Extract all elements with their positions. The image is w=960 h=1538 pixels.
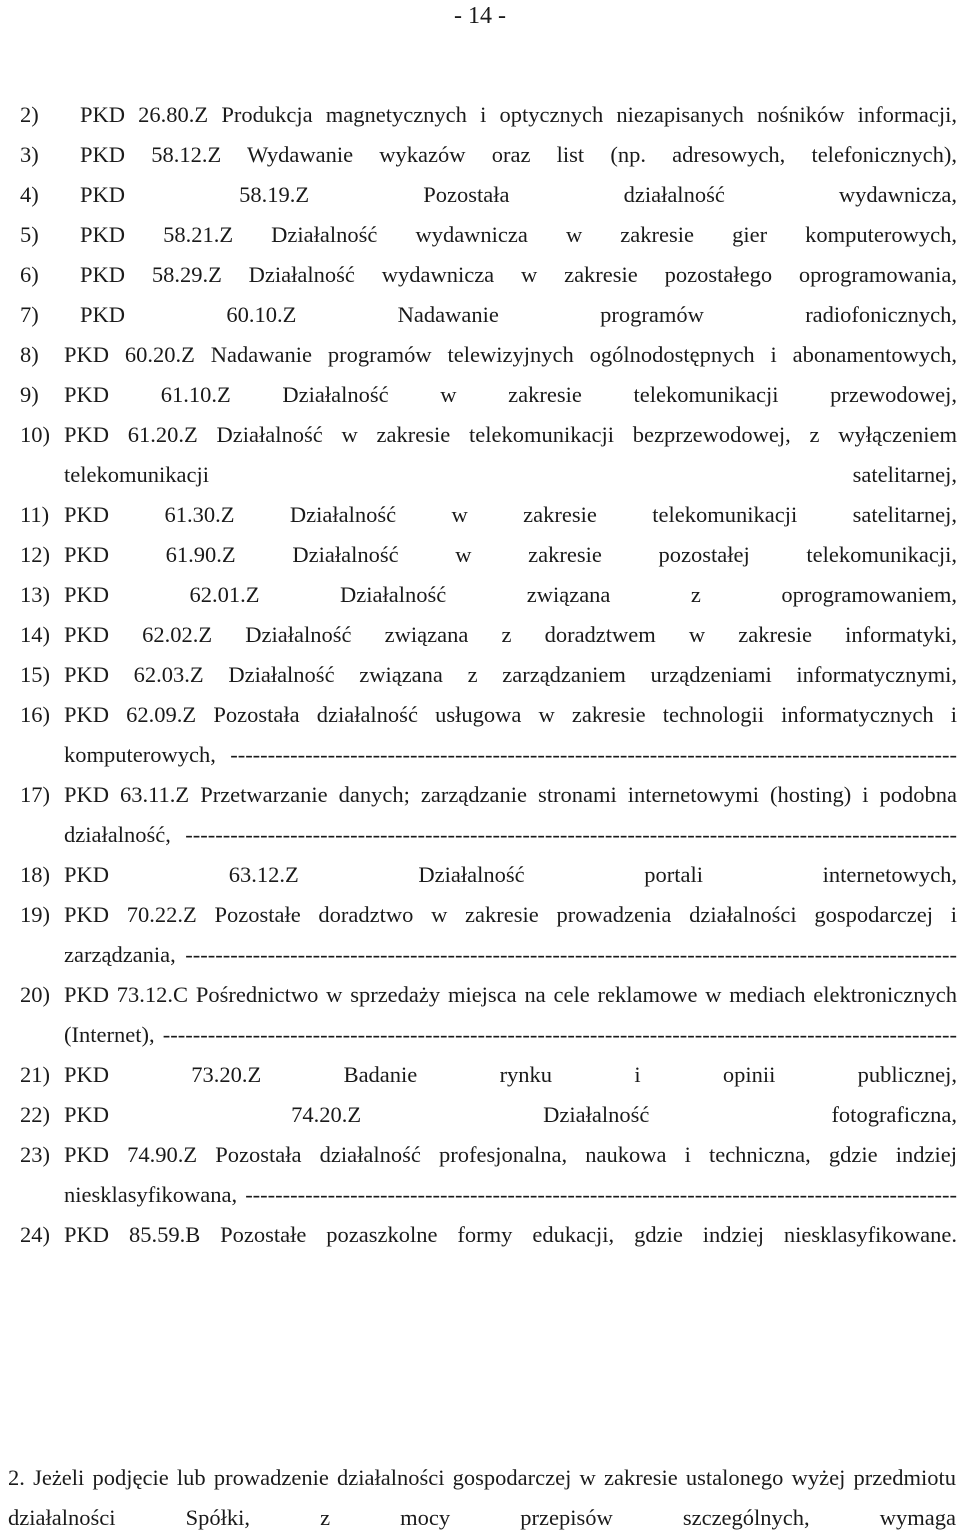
list-item-number: 7): [20, 302, 39, 327]
list-item: [0, 535, 960, 575]
list-item-text: PKD 26.80.Z Produkcja magnetycznych i optycznych niezapisanych nośników informacji,: [80, 102, 957, 127]
list-item-number: 5): [20, 222, 39, 247]
list-item-text: PKD 60.10.Z Nadawanie programów radiofonicznych,: [80, 302, 957, 327]
dash-leader: -------------------------------------------------------------------------------------------------------: [175, 942, 957, 967]
dash-leader: ----------------------------------------------------------------------------------------------------------: [154, 1022, 957, 1047]
list-item-text: PKD 61.90.Z Działalność w zakresie pozostałej telekomunikacji,: [64, 542, 957, 567]
list-item-text: PKD 60.20.Z Nadawanie programów telewizyjnych ogólnodostępnych i abonamentowych,: [64, 342, 957, 367]
list-item-text: PKD 73.12.C Pośrednictwo w sprzedaży miejsca na cele reklamowe w mediach elektronicznych (Internet),: [64, 982, 957, 1047]
list-item-number: 13): [20, 582, 50, 607]
list-item-number: 16): [20, 702, 50, 727]
list-item: [0, 655, 960, 695]
list-item-number: 2): [20, 102, 39, 127]
list-item: [0, 975, 960, 1055]
list-item: [0, 495, 960, 535]
list-item-text: PKD 63.11.Z Przetwarzanie danych; zarządzanie stronami internetowymi (hosting) i podobna działalność,: [64, 782, 957, 847]
list-item: [0, 375, 960, 415]
list-item-number: 11): [20, 502, 50, 527]
list-item-number: 12): [20, 542, 50, 567]
list-item-text: PKD 62.02.Z Działalność związana z doradztwem w zakresie informatyki,: [64, 622, 957, 647]
list-item: [0, 255, 960, 295]
list-item-number: 24): [20, 1222, 50, 1247]
list-item-text: PKD 74.90.Z Pozostała działalność profesjonalna, naukowa i techniczna, gdzie indziej niesklasyfikowana,: [64, 1142, 957, 1207]
list-item: [0, 415, 960, 495]
list-item-number: 4): [20, 182, 39, 207]
list-item-text: PKD 58.21.Z Działalność wydawnicza w zakresie gier komputerowych,: [80, 222, 957, 247]
list-item-number: 9): [20, 382, 39, 407]
list-item-text: PKD 58.29.Z Działalność wydawnicza w zakresie pozostałego oprogramowania,: [80, 262, 957, 287]
list-item: [0, 1055, 960, 1095]
list-item: [0, 215, 960, 255]
list-item-number: 8): [20, 342, 39, 367]
list-item: [0, 775, 960, 855]
list-item-text: PKD 61.10.Z Działalność w zakresie telekomunikacji przewodowej,: [64, 382, 957, 407]
list-item-number: 22): [20, 1102, 50, 1127]
list-item-number: 21): [20, 1062, 50, 1087]
list-item: [0, 135, 960, 175]
list-item-number: 18): [20, 862, 50, 887]
list-item-number: 6): [20, 262, 39, 287]
list-item: [0, 615, 960, 655]
list-item: [0, 1135, 960, 1215]
list-item-number: 20): [20, 982, 50, 1007]
list-item-text: PKD 58.19.Z Pozostała działalność wydawnicza,: [80, 182, 957, 207]
list-item: [0, 1215, 960, 1255]
list-item-number: 15): [20, 662, 50, 687]
list-item: [0, 575, 960, 615]
list-item-number: 10): [20, 422, 50, 447]
list-item-text: PKD 85.59.B Pozostałe pozaszkolne formy edukacji, gdzie indziej niesklasyfikowane.: [64, 1222, 957, 1247]
section-paragraph: 2. Jeżeli podjęcie lub prowadzenie działalności gospodarczej w zakresie ustalonego wyżej przedmiotu działalności Spółki, z mocy przepisów szczególnych, wymaga: [8, 1465, 956, 1530]
list-item-text: PKD 61.20.Z Działalność w zakresie telekomunikacji bezprzewodowej, z wyłączeniem telekomunikacji satelitarnej,: [64, 422, 957, 487]
list-item-text: PKD 73.20.Z Badanie rynku i opinii publicznej,: [64, 1062, 957, 1087]
list-item: [0, 1095, 960, 1135]
list-item: [0, 295, 960, 335]
list-item-text: PKD 58.12.Z Wydawanie wykazów oraz list (np. adresowych, telefonicznych),: [80, 142, 957, 167]
list-item-text: PKD 70.22.Z Pozostałe doradztwo w zakresie prowadzenia działalności gospodarczej i zarządzania,: [64, 902, 957, 967]
list-item-number: 3): [20, 142, 39, 167]
list-item-text: PKD 61.30.Z Działalność w zakresie telekomunikacji satelitarnej,: [64, 502, 957, 527]
page-number: - 14 -: [454, 3, 506, 29]
list-item-text: PKD 62.09.Z Pozostała działalność usługowa w zakresie technologii informatycznych i komputerowych,: [64, 702, 957, 767]
list-item-number: 19): [20, 902, 50, 927]
list-item: [0, 695, 960, 775]
list-item-number: 14): [20, 622, 50, 647]
list-item-text: PKD 63.12.Z Działalność portali internetowych,: [64, 862, 957, 887]
dash-leader: -------------------------------------------------------------------------------------------------------: [170, 822, 957, 847]
list-item-number: 23): [20, 1142, 50, 1167]
list-item-text: PKD 62.03.Z Działalność związana z zarządzaniem urządzeniami informatycznymi,: [64, 662, 957, 687]
pkd-list: [0, 95, 960, 1255]
list-item: [0, 175, 960, 215]
list-item-text: PKD 62.01.Z Działalność związana z oprogramowaniem,: [64, 582, 957, 607]
dash-leader: -----------------------------------------------------------------------------------------------: [237, 1182, 957, 1207]
list-item: [0, 855, 960, 895]
list-item-text: PKD 74.20.Z Działalność fotograficzna,: [64, 1102, 957, 1127]
dash-leader: -------------------------------------------------------------------------------------------------: [215, 742, 957, 767]
list-item-number: 17): [20, 782, 50, 807]
list-item: [0, 335, 960, 375]
list-item: [0, 895, 960, 975]
list-item: [0, 95, 960, 135]
